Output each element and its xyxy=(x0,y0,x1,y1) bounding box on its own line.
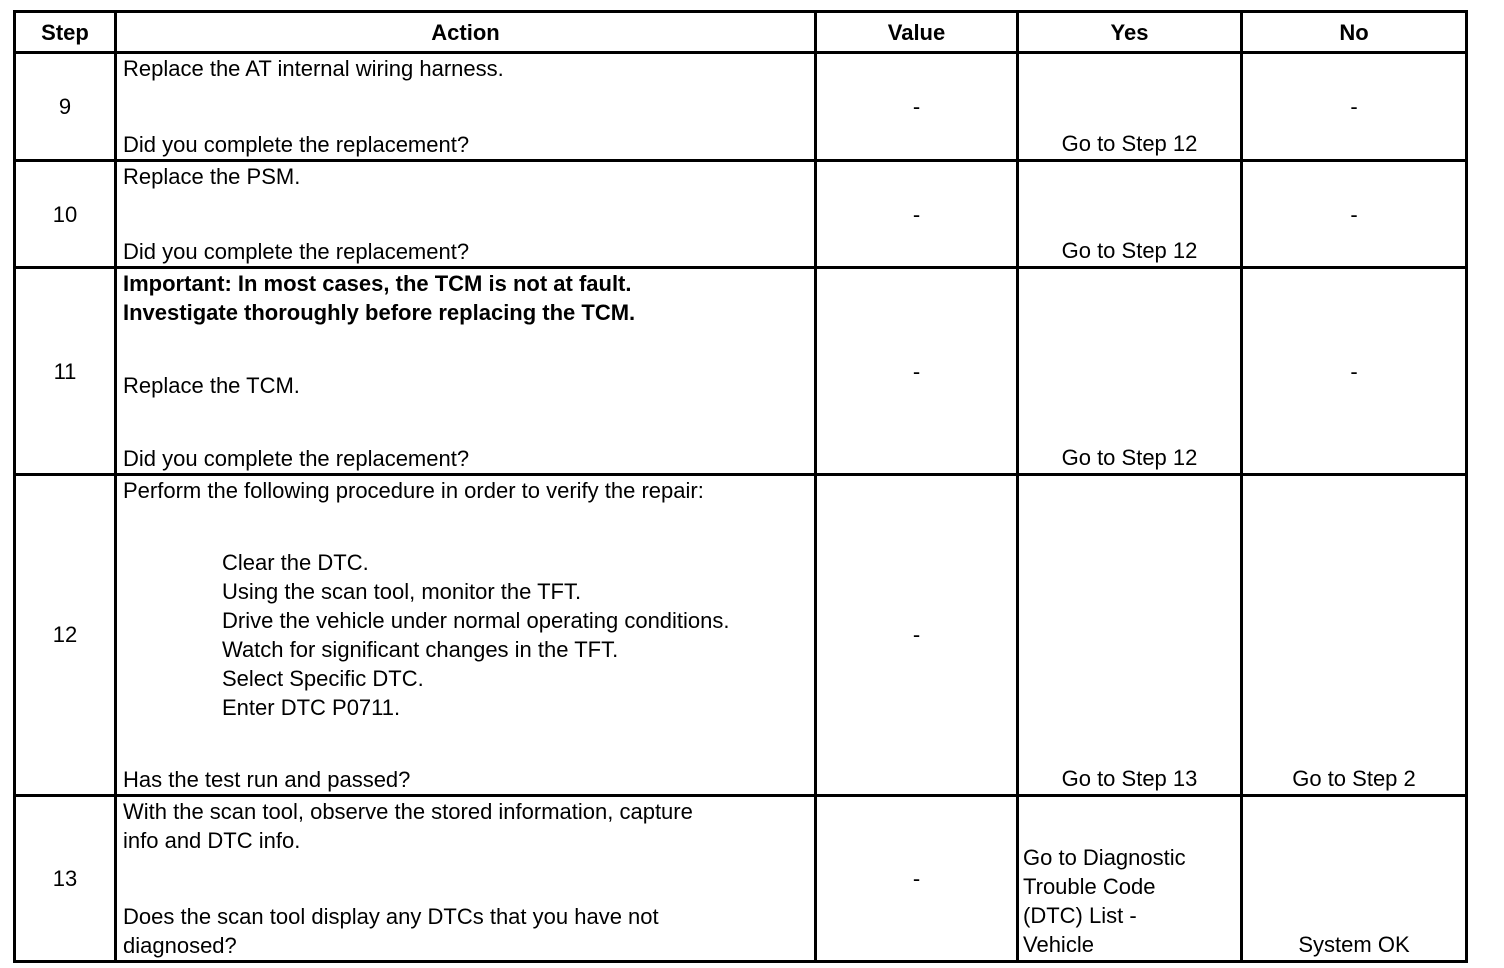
yes-link-text: Go to Step 13 xyxy=(1061,765,1198,791)
procedure-item: Enter DTC P0711. xyxy=(222,694,401,720)
header-no: No xyxy=(1242,12,1467,53)
step-number: 12 xyxy=(15,474,116,795)
table-row xyxy=(15,795,1467,961)
yes-cell xyxy=(1018,474,1242,795)
yes-link-line: (DTC) List - xyxy=(1023,903,1137,928)
diagnostic-table xyxy=(13,10,1468,963)
procedure-item: Clear the DTC. xyxy=(222,549,369,575)
important-note xyxy=(123,269,808,327)
action-question: Has the test run and passed? xyxy=(123,766,411,792)
value-cell: - xyxy=(816,474,1018,795)
value-cell: - xyxy=(816,161,1018,268)
action-text: info and DTC info. xyxy=(123,827,301,853)
value-cell: - xyxy=(816,268,1018,474)
step-number: 10 xyxy=(15,161,116,268)
action-cell xyxy=(116,53,816,161)
action-cell xyxy=(116,474,816,795)
action-question: Did you complete the replacement? xyxy=(123,445,470,471)
value-cell: - xyxy=(816,795,1018,961)
action-question: Did you complete the replacement? xyxy=(123,239,470,265)
step-number: 13 xyxy=(15,795,116,961)
action-cell xyxy=(116,268,816,474)
procedure-list xyxy=(123,548,808,722)
table-row xyxy=(15,474,1467,795)
action-intro: Perform the following procedure in order to verify the repair: xyxy=(123,477,704,503)
header-value: Value xyxy=(816,12,1018,53)
header-step: Step xyxy=(15,12,116,53)
no-cell xyxy=(1242,474,1467,795)
table-row xyxy=(15,268,1467,474)
yes-link-text: Go to Step 12 xyxy=(1061,444,1198,470)
no-cell: - xyxy=(1242,268,1467,474)
yes-link-text-block xyxy=(1023,843,1240,959)
no-cell: - xyxy=(1242,53,1467,161)
yes-link-text: Go to Step 12 xyxy=(1061,238,1198,264)
yes-cell xyxy=(1018,795,1242,961)
yes-cell xyxy=(1018,53,1242,161)
header-row xyxy=(15,12,1467,53)
yes-link-line: Vehicle xyxy=(1023,932,1094,957)
action-question-block xyxy=(123,902,808,960)
procedure-item: Watch for significant changes in the TFT. xyxy=(222,636,619,662)
no-link-text: Go to Step 2 xyxy=(1292,765,1416,791)
action-question: Does the scan tool display any DTCs that you have not xyxy=(123,904,659,929)
yes-link-line: Go to Diagnostic xyxy=(1023,845,1186,870)
action-observe xyxy=(123,797,808,855)
step-number: 9 xyxy=(15,53,116,161)
yes-cell xyxy=(1018,161,1242,268)
table-row xyxy=(15,161,1467,268)
important-line: Investigate thoroughly before replacing the TCM. xyxy=(123,300,636,326)
no-cell: - xyxy=(1242,161,1467,268)
action-cell xyxy=(116,161,816,268)
header-action: Action xyxy=(116,12,816,53)
no-cell xyxy=(1242,795,1467,961)
no-link-text: System OK xyxy=(1298,932,1410,957)
important-line: Important: In most cases, the TCM is not at fault. xyxy=(123,271,632,297)
action-text: Replace the AT internal wiring harness. xyxy=(123,56,504,81)
action-text: Replace the TCM. xyxy=(123,373,300,399)
action-cell xyxy=(116,795,816,961)
yes-link-line: Trouble Code xyxy=(1023,874,1156,899)
table-row xyxy=(15,53,1467,161)
value-cell: - xyxy=(816,53,1018,161)
action-question: diagnosed? xyxy=(123,933,237,958)
procedure-item: Drive the vehicle under normal operating conditions. xyxy=(222,607,730,633)
action-question: Did you complete the replacement? xyxy=(123,132,470,158)
action-text: Replace the PSM. xyxy=(123,164,301,190)
procedure-item: Using the scan tool, monitor the TFT. xyxy=(222,578,582,604)
action-text: With the scan tool, observe the stored information, capture xyxy=(123,798,693,824)
step-number: 11 xyxy=(15,268,116,474)
yes-cell xyxy=(1018,268,1242,474)
yes-link-text: Go to Step 12 xyxy=(1061,131,1198,157)
header-yes: Yes xyxy=(1018,12,1242,53)
procedure-item: Select Specific DTC. xyxy=(222,665,424,691)
